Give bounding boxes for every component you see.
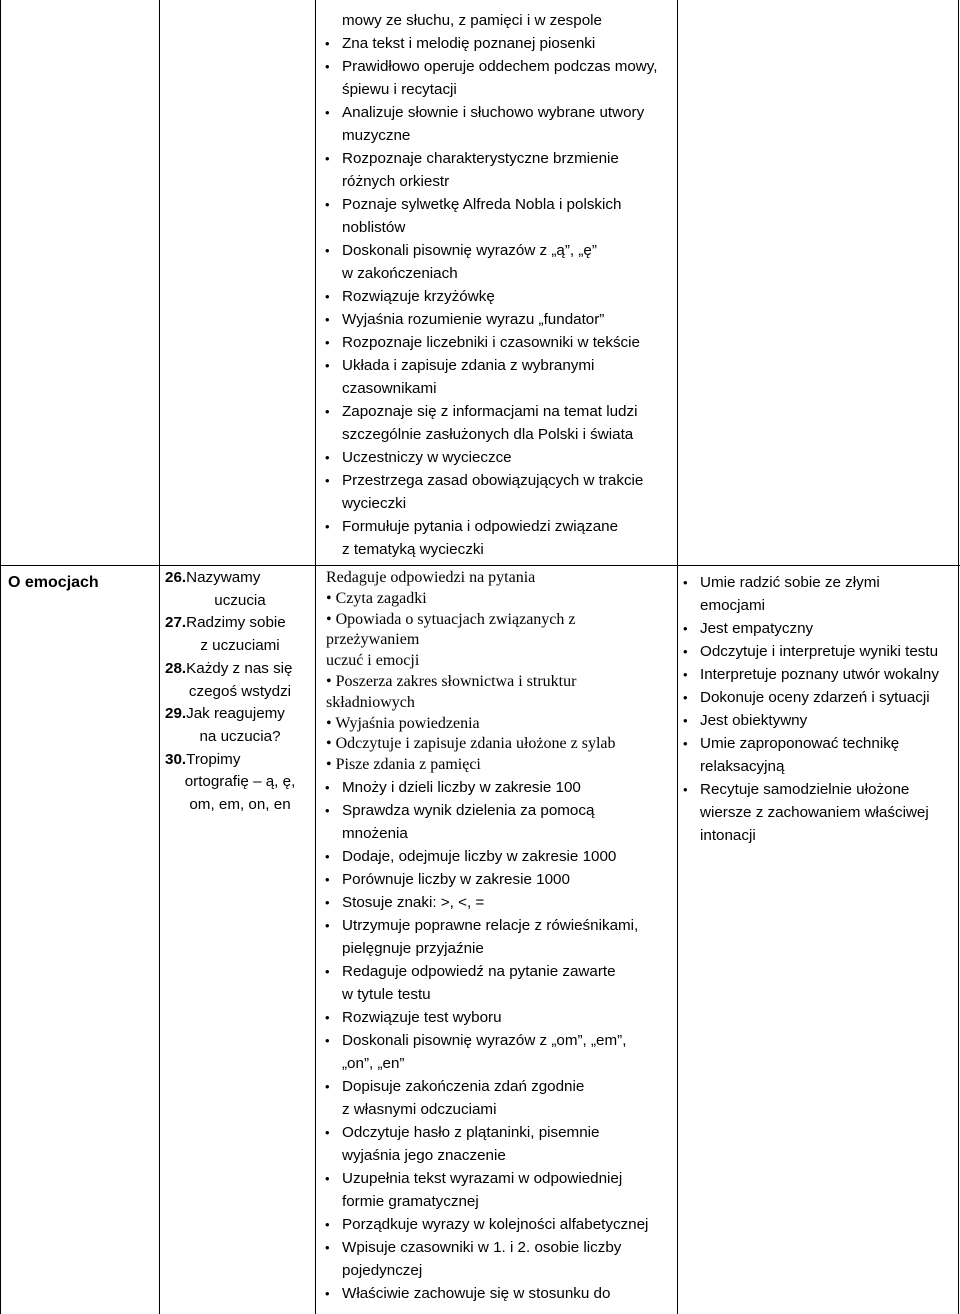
bullet-item: • Prawidłowo operuje oddechem podczas mowy,: [323, 55, 657, 78]
list-line: pojedynczej: [342, 1261, 423, 1279]
lesson-number: 27.: [165, 614, 187, 632]
lesson-line: om, em, on, en: [189, 796, 291, 814]
list-line: czasownikami: [342, 380, 437, 397]
skills-list-top: [323, 9, 657, 561]
lesson-line: czegoś wstydzi: [188, 682, 292, 700]
bullet-item: • Odczytuje hasło z plątaninki, pisemnie: [323, 1121, 648, 1144]
bullet-item: • Utrzymuje poprawne relacje z rówieśnikami,: [323, 914, 648, 937]
lesson-title: Nazywamy: [186, 569, 261, 586]
bullet-item: • Rozwiązuje test wyboru: [323, 1006, 648, 1029]
lesson-number: 30.: [165, 750, 187, 768]
list-line: • Czyta zagadki: [326, 589, 427, 607]
lesson-title: Radzimy sobie: [186, 614, 286, 632]
list-line: • Poszerza zakres słownictwa i struktur: [326, 672, 577, 690]
bullet-item: • Formułuje pytania i odpowiedzi związane: [323, 515, 657, 538]
lesson-line: [165, 703, 313, 726]
skills-list-bottom: [323, 568, 648, 1305]
bullet-item: • Umie radzić sobie ze złymi: [681, 571, 939, 594]
bullet-item: • Uczestniczy w wycieczce: [323, 446, 657, 469]
list-line: mnożenia: [342, 824, 408, 842]
list-line: • Wyjaśnia powiedzenia: [326, 714, 480, 732]
topic-title: O emocjach: [8, 574, 99, 591]
list-line: wycieczki: [342, 495, 407, 512]
column-divider-1: [159, 0, 160, 1314]
bullet-item: • Mnoży i dzieli liczby w zakresie 100: [323, 776, 648, 799]
bullet-item: • Porównuje liczby w zakresie 1000: [323, 868, 648, 891]
list-line: w zakończeniach: [342, 265, 458, 282]
bullet-item: • Stosuje znaki: >, <, =: [323, 891, 648, 914]
list-line: • Odczytuje i zapisuje zdania ułożone z sylab: [326, 735, 616, 753]
bullet-item: • Dodaje, odejmuje liczby w zakresie 1000: [323, 845, 648, 868]
list-line: • Opowiada o sytuacjach związanych z: [326, 610, 576, 628]
list-line: składniowych: [326, 693, 415, 711]
lesson-title: Każdy z nas się: [186, 659, 293, 677]
lesson-number: 28.: [165, 659, 187, 677]
lesson-line: [165, 567, 313, 590]
bullet-item: • Wyjaśnia rozumienie wyrazu „fundator”: [323, 308, 657, 331]
list-line: uczuć i emocji: [326, 652, 420, 670]
table-border-left: [0, 0, 1, 1314]
list-line: śpiewu i recytacji: [342, 81, 457, 98]
bullet-item: • Redaguje odpowiedź na pytanie zawarte: [323, 960, 648, 983]
list-line: „on”, „en”: [342, 1054, 405, 1072]
list-line: formie gramatycznej: [342, 1192, 479, 1210]
bullet-item: • Zna tekst i melodię poznanej piosenki: [323, 32, 657, 55]
list-line: • Pisze zdania z pamięci: [326, 756, 481, 774]
column-divider-2: [315, 0, 316, 1314]
list-line: z tematyką wycieczki: [342, 541, 484, 558]
bullet-item: • Odczytuje i interpretuje wyniki testu: [681, 640, 939, 663]
bullet-item: • Uzupełnia tekst wyrazami w odpowiedniej: [323, 1167, 648, 1190]
bullet-item: • Układa i zapisuje zdania z wybranymi: [323, 354, 657, 377]
list-line: szczególnie zasłużonych dla Polski i świata: [342, 426, 634, 443]
lesson-number: 29.: [165, 705, 187, 723]
row-divider: [0, 565, 960, 566]
list-line: przeżywaniem: [326, 631, 420, 649]
lesson-title: Jak reagujemy: [186, 705, 285, 723]
list-line: różnych orkiestr: [342, 173, 450, 190]
list-line: noblistów: [342, 219, 406, 236]
lesson-title: Tropimy: [186, 750, 241, 768]
bullet-item: • Umie zaproponować technikę: [681, 732, 939, 755]
bullet-item: • Przestrzega zasad obowiązujących w trakcie: [323, 469, 657, 492]
lesson-line: na uczucia?: [199, 727, 281, 745]
list-line: z własnymi odczuciami: [342, 1100, 497, 1118]
bullet-item: • Rozpoznaje charakterystyczne brzmienie: [323, 147, 657, 170]
bullet-item: • Sprawdza wynik dzielenia za pomocą: [323, 799, 648, 822]
bullet-item: • Recytuje samodzielnie ułożone: [681, 778, 939, 801]
bullet-item: • Rozpoznaje liczebniki i czasowniki w tekście: [323, 331, 657, 354]
list-line: emocjami: [700, 597, 765, 614]
list-line: w tytule testu: [342, 985, 431, 1003]
list-line: wyjaśnia jego znaczenie: [342, 1146, 506, 1164]
list-line: intonacji: [700, 827, 756, 844]
bullet-item: • Doskonali pisownię wyrazów z „ą”, „ę”: [323, 239, 657, 262]
bullet-item: • Dokonuje oceny zdarzeń i sytuacji: [681, 686, 939, 709]
lesson-line: ortografię – ą, ę,: [184, 773, 296, 791]
bullet-item: • Porządkuje wyrazy w kolejności alfabetycznej: [323, 1213, 648, 1236]
topic-cell: [8, 571, 99, 594]
bullet-item: • Jest empatyczny: [681, 617, 939, 640]
outcomes-list: [681, 571, 939, 847]
bullet-item: • Poznaje sylwetkę Alfreda Nobla i polskich: [323, 193, 657, 216]
list-line: Redaguje odpowiedzi na pytania: [326, 569, 536, 586]
list-line: relaksacyjną: [700, 758, 785, 775]
bullet-item: • Interpretuje poznany utwór wokalny: [681, 663, 939, 686]
list-line: muzyczne: [342, 127, 411, 144]
column-divider-3: [677, 0, 678, 1314]
list-line: mowy ze słuchu, z pamięci i w zespole: [342, 12, 602, 29]
bullet-item: • Dopisuje zakończenia zdań zgodnie: [323, 1075, 648, 1098]
bullet-item: • Doskonali pisownię wyrazów z „om”, „em”,: [323, 1029, 648, 1052]
bullet-item: • Rozwiązuje krzyżówkę: [323, 285, 657, 308]
lesson-line: z uczuciami: [200, 637, 280, 655]
bullet-item: • Jest obiektywny: [681, 709, 939, 732]
lesson-line: [165, 658, 313, 681]
lesson-line: uczucia: [214, 591, 266, 609]
bullet-item: • Analizuje słownie i słuchowo wybrane utwory: [323, 101, 657, 124]
list-line: pielęgnuje przyjaźnie: [342, 939, 484, 957]
bullet-item: • Zapoznaje się z informacjami na temat ludzi: [323, 400, 657, 423]
bullet-item: • Właściwie zachowuje się w stosunku do: [323, 1282, 648, 1305]
lesson-number: 26.: [165, 569, 187, 586]
table-border-right: [958, 0, 959, 1314]
lesson-line: [165, 749, 313, 772]
lessons-cell: [165, 567, 313, 817]
lesson-line: [165, 612, 313, 635]
list-line: wiersze z zachowaniem właściwej: [700, 804, 929, 821]
bullet-item: • Wpisuje czasowniki w 1. i 2. osobie liczby: [323, 1236, 648, 1259]
